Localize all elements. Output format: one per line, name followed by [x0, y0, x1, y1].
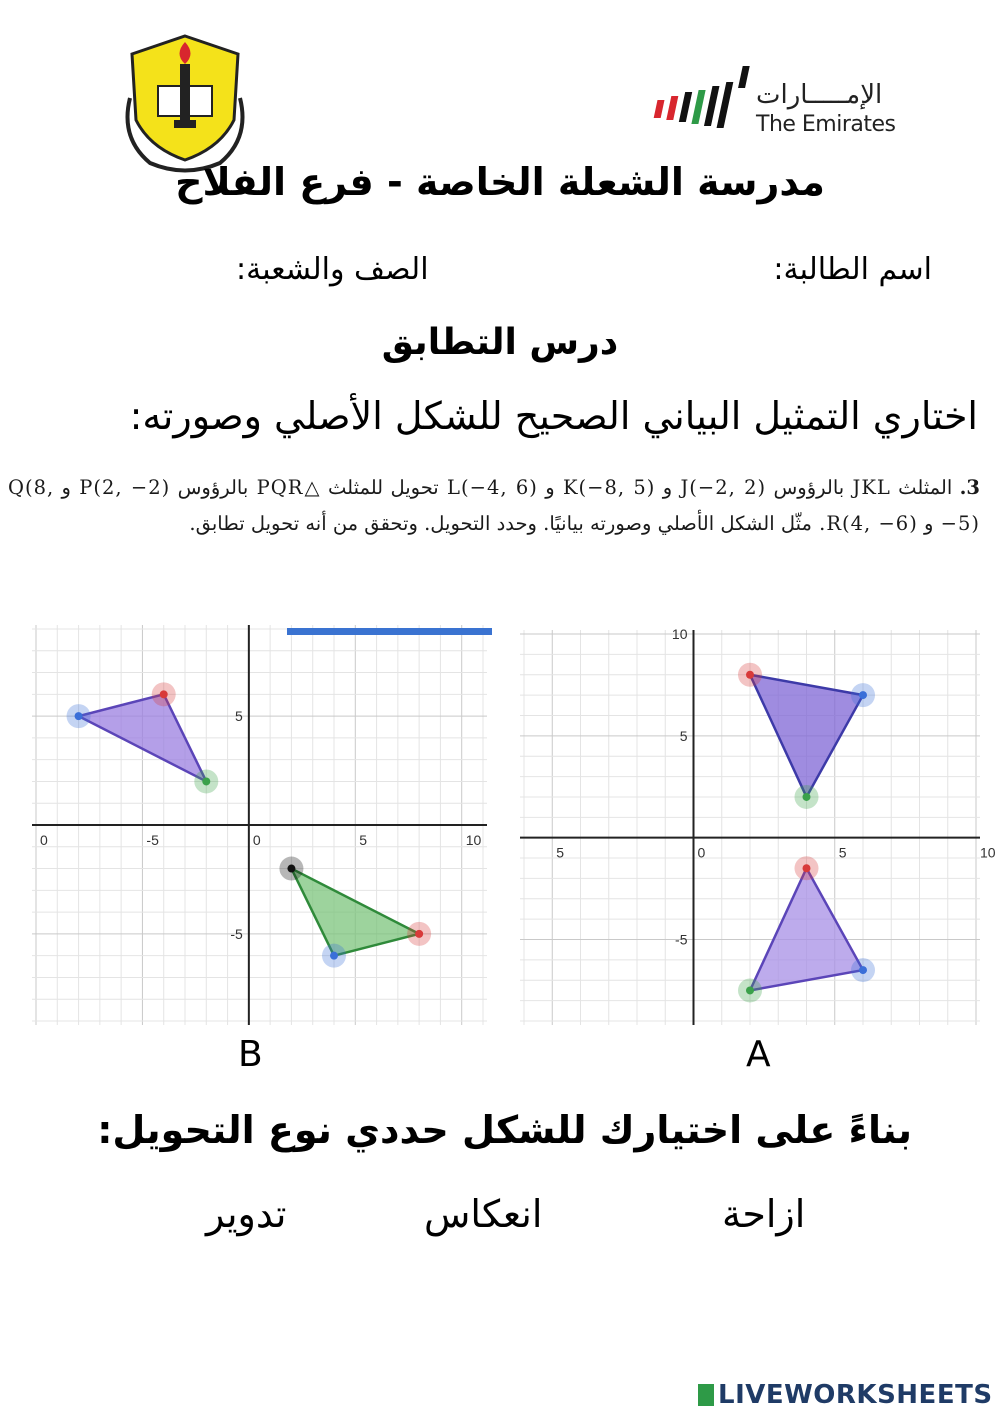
- problem-text: المثلث JKL بالرؤوس J(−2, 2) و K(−8, 5) و L(−4, 6) تحويل للمثلث △PQR بالرؤوس P(2, −2) و Q(8, −5) و R(4, −6). مثّل الشكل الأصلي وصورته بيانيًا. وحدد التحويل. وتحقق من أنه تحويل تطابق.: [8, 476, 980, 535]
- x-tick-label: 10: [465, 832, 482, 848]
- graph-b[interactable]: [32, 625, 487, 1025]
- liveworksheets-brand: LIVEWORKSHEETS: [698, 1380, 993, 1410]
- x-tick-label: 5: [838, 844, 847, 861]
- school-title: مدرسة الشعلة الخاصة - فرع الفلاح: [175, 160, 825, 204]
- vertex-point: [803, 793, 811, 801]
- vertex-point: [202, 777, 210, 785]
- vertex-point: [160, 690, 168, 698]
- x-tick-label: -5: [146, 832, 159, 848]
- vertex-point: [287, 865, 295, 873]
- student-name-label: اسم الطالبة:: [773, 252, 932, 287]
- lesson-title: درس التطابق: [381, 322, 619, 363]
- graph-b-caption: B: [238, 1034, 263, 1075]
- vertex-point: [746, 671, 754, 679]
- y-tick-label: 5: [679, 727, 688, 744]
- vertex-point: [859, 691, 867, 699]
- y-tick-label: 5: [235, 708, 243, 725]
- x-tick-label: 0: [252, 832, 261, 848]
- x-tick-label: 5: [359, 832, 368, 848]
- x-tick-label: 0: [697, 844, 706, 861]
- vertex-point: [415, 930, 423, 938]
- vertex-point: [330, 952, 338, 960]
- triangle-lower: [750, 868, 863, 990]
- transformation-question: بناءً على اختيارك للشكل حددي نوع التحويل:: [97, 1108, 912, 1152]
- option-reflection[interactable]: انعكاس: [424, 1192, 543, 1236]
- class-section-label: الصف والشعبة:: [236, 252, 429, 287]
- graph-a[interactable]: [520, 626, 996, 1025]
- y-tick-label: -5: [230, 925, 243, 942]
- vertex-point: [746, 986, 754, 994]
- instruction-text: اختاري التمثيل البياني الصحيح للشكل الأصلي وصورته:: [129, 394, 978, 438]
- liveworksheets-logo-icon: [698, 1384, 714, 1406]
- graph-a-caption: A: [746, 1034, 771, 1075]
- vertex-point: [803, 864, 811, 872]
- graph-b-top-bar: [287, 628, 492, 635]
- grid-lines: [520, 630, 980, 1025]
- school-torch-book-logo-icon: [110, 28, 260, 178]
- emirates-arabic-name: الإمـــــارات: [756, 80, 883, 110]
- vertex-point: [859, 966, 867, 974]
- x-tick-label: 10: [980, 844, 996, 861]
- problem-number: 3.: [959, 476, 980, 499]
- emirates-english-name: The Emirates: [756, 112, 896, 137]
- option-rotation[interactable]: تدوير: [206, 1192, 287, 1236]
- y-tick-label: -5: [675, 931, 688, 948]
- vertex-point: [75, 712, 83, 720]
- y-tick-label: 10: [671, 626, 688, 642]
- problem-statement: [8, 470, 980, 542]
- option-translation[interactable]: ازاحة: [722, 1192, 806, 1236]
- x-tick-label: 5: [556, 844, 565, 861]
- x-tick-label: 0: [40, 832, 48, 848]
